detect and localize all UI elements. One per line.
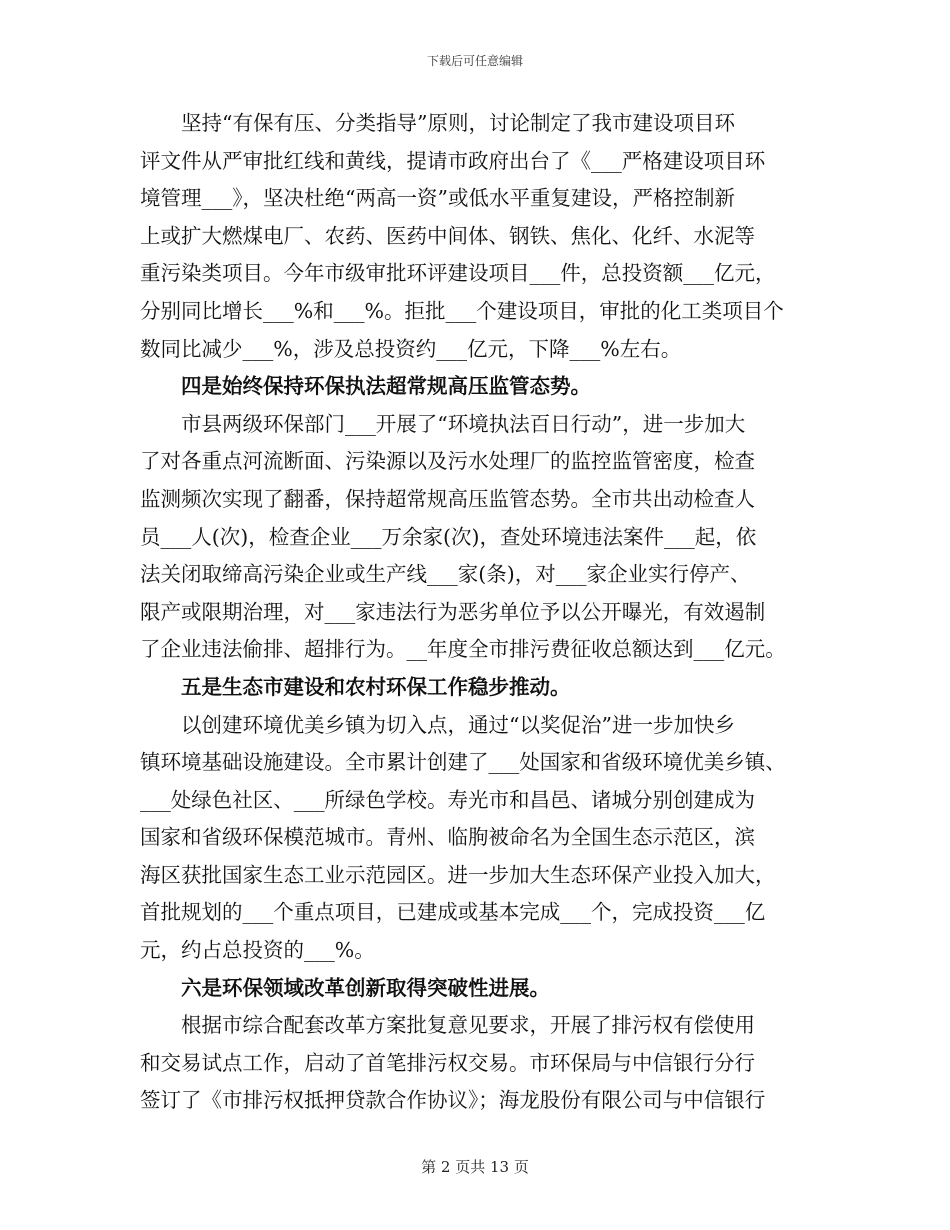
section-heading: 五是生态市建设和农村环保工作稳步推动。 (181, 674, 571, 699)
body-text-line: 分别同比增长___%和___%。拒批___个建设项目，审批的化工类项目个 (140, 298, 784, 323)
body-text-line: 首批规划的___个重点项目，已建成或基本完成___个，完成投资___亿 (140, 900, 766, 925)
body-text-line: 根据市综合配套改革方案批复意见要求，开展了排污权有偿使用 (181, 1013, 755, 1038)
document-body (140, 105, 820, 1120)
section-heading: 六是环保领域改革创新取得突破性进展。 (181, 975, 550, 1000)
body-text-line: 上或扩大燃煤电厂、农药、医药中间体、钢铁、焦化、化纤、水泥等 (140, 223, 755, 248)
body-text-line: 了对各重点河流断面、污染源以及污水处理厂的监控监管密度，检查 (140, 449, 755, 474)
body-text-line: 和交易试点工作，启动了首笔排污权交易。市环保局与中信银行分行 (140, 1050, 755, 1075)
body-text-line: 市县两级环保部门___开展了“环境执法百日行动”，进一步加大 (181, 411, 746, 436)
header-note: 下载后可任意编辑 (426, 54, 523, 68)
body-text-line: 限产或限期治理，对___家违法行为恶劣单位予以公开曝光，有效遏制 (140, 599, 766, 624)
body-text-line: 了企业违法偷排、超排行为。__年度全市排污费征收总额达到___亿元。 (140, 637, 786, 662)
body-text-line: 评文件从严审批红线和黄线，提请市政府出台了《___严格建设项目环 (140, 148, 766, 173)
body-text-line: 境管理___》，坚决杜绝“两高一资”或低水平重复建设，严格控制新 (140, 186, 735, 211)
body-text-line: 数同比减少___%，涉及总投资约___亿元，下降___%左右。 (140, 336, 682, 361)
body-text-line: 坚持“有保有压、分类指导”原则，讨论制定了我市建设项目环 (181, 111, 735, 135)
body-text-line: 签订了《市排污权抵押贷款合作协议》；海龙股份有限公司与中信银行 (140, 1088, 766, 1113)
section-heading: 四是始终保持环保执法超常规高压监管态势。 (181, 374, 591, 399)
page-number: 第 2 页共 13 页 (421, 1158, 529, 1176)
body-text-line: 以创建环境优美乡镇为切入点，通过“以奖促治”进一步加快乡 (181, 712, 735, 737)
body-text-line: 法关闭取缔高污染企业或生产线___家(条)，对___家企业实行停产、 (140, 562, 751, 587)
body-text-line: 重污染类项目。今年市级审批环评建设项目___件，总投资额___亿元， (140, 261, 776, 286)
body-text-line: 监测频次实现了翻番，保持超常规高压监管态势。全市共出动检查人 (140, 486, 755, 511)
body-text-line: ___处绿色社区、___所绿色学校。寿光市和昌邑、诸城分别创建成为 (140, 787, 755, 812)
body-text-line: 国家和省级环保模范城市。青州、临朐被命名为全国生态示范区，滨 (140, 825, 755, 850)
body-text-line: 镇环境基础设施建设。全市累计创建了___处国家和省级环境优美乡镇、 (140, 750, 786, 775)
body-text-line: 元，约占总投资的___%。 (140, 938, 375, 963)
body-text-line: 员___人(次)，检查企业___万余家(次)，查处环境违法案件___起，依 (140, 524, 757, 549)
body-text-line: 海区获批国家生态工业示范园区。进一步加大生态环保产业投入加大， (140, 862, 776, 887)
